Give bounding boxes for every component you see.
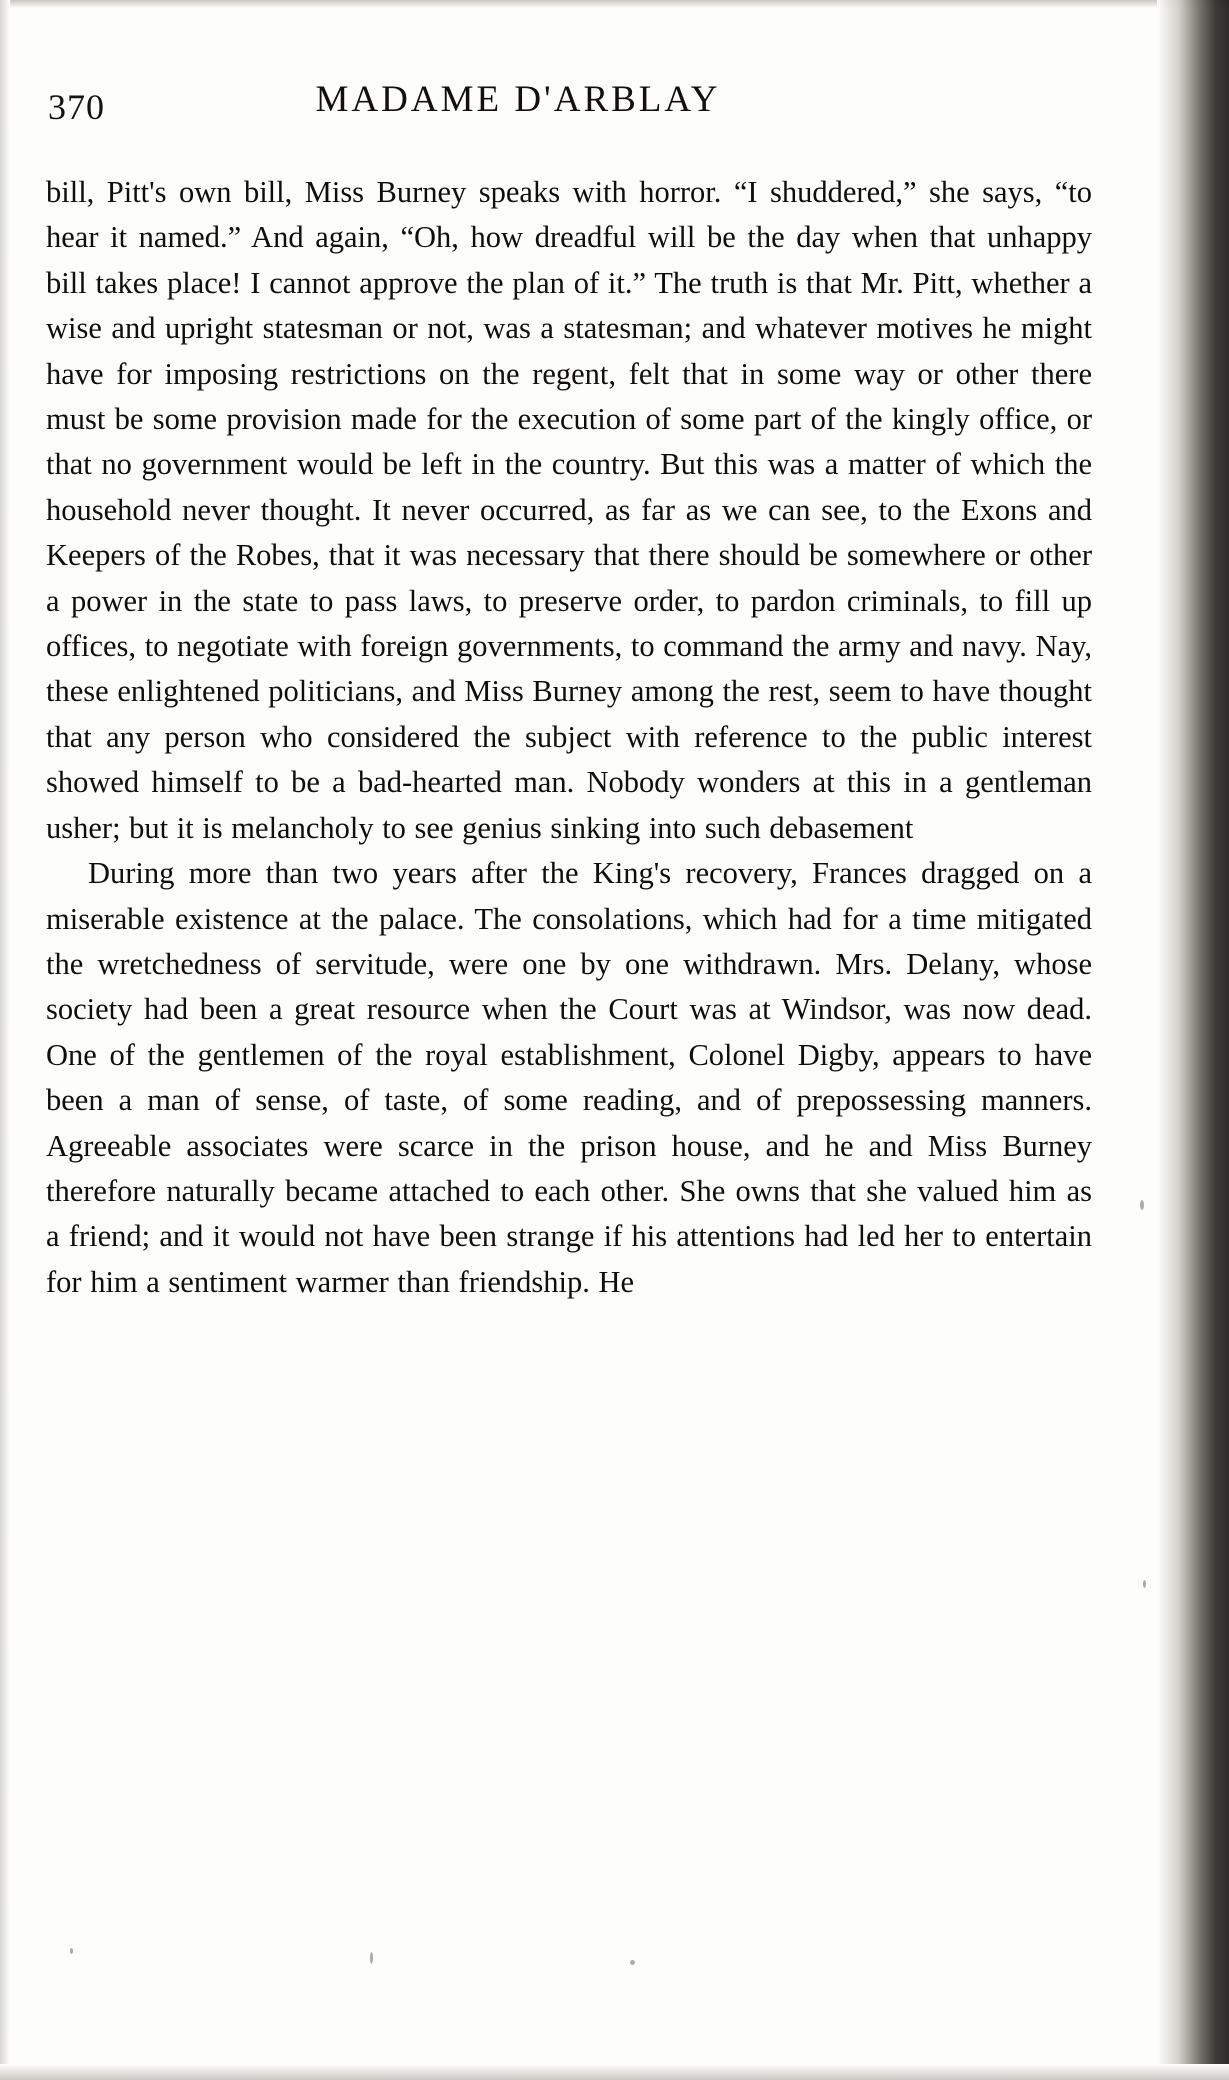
page-edge-right-binding [1157,0,1229,2080]
page-edge-top [0,0,1229,8]
scan-speck [630,1960,635,1965]
paragraph: During more than two years after the King's recovery, Frances dragged on a miserable existence at the palace. The consolations, which had for a time mitigated the wretchedness of servitude, were one by one withdrawn. Mrs. Delany, whose society had been a great resource when the Court was at Windsor, was now dead. One of the gentlemen of the royal establishment, Colonel Digby, appears to have been a man of sense, of taste, of some reading, and of prepossessing manners. Agreeable associates were scarce in the prison house, and he and Miss Burney therefore naturally became attached to each other. She owns that she valued him as a friend; and it would not have been strange if his attentions had led her to entertain for him a sentiment warmer than friendship. He [46,856,1092,1299]
page-number: 370 [48,87,105,127]
page-edge-bottom [0,2064,1229,2080]
scan-speck [1143,1580,1146,1588]
scan-speck [70,1948,73,1954]
scan-speck [370,1952,373,1964]
paragraph: bill, Pitt's own bill, Miss Burney speaks with horror. “I shuddered,” she says, “to hear it named.” And again, “Oh, how dreadful will be the day when that unhappy bill takes place! I cannot approve the plan of it.” The truth is that Mr. Pitt, whether a wise and upright statesman or not, was a statesman; and whatever motives he might have for imposing restrictions on the regent, felt that in some way or other there must be some provision made for the execution of some part of the kingly office, or that no government would be left in the country. But this was a matter of which the household never thought. It never occurred, as far as we can see, to the Exons and Keepers of the Robes, that it was necessary that there should be somewhere or other a power in the state to pass laws, to preserve order, to pardon criminals, to fill up offices, to negotiate with foreign governments, to command the army and navy. Nay, these enlightened politicians, and Miss Burney among the rest, seem to have thought that any person who considered the subject with reference to the public interest showed himself to be a bad-hearted man. Nobody wonders at this in a gentleman usher; but it is melancholy to see genius sinking into such debasement [46,175,1092,845]
page-header [48,78,1088,128]
body-text [46,170,1092,1305]
page-edge-left [0,0,10,2080]
scan-speck [1140,1200,1144,1210]
running-title: MADAME D'ARBLAY [315,79,721,120]
